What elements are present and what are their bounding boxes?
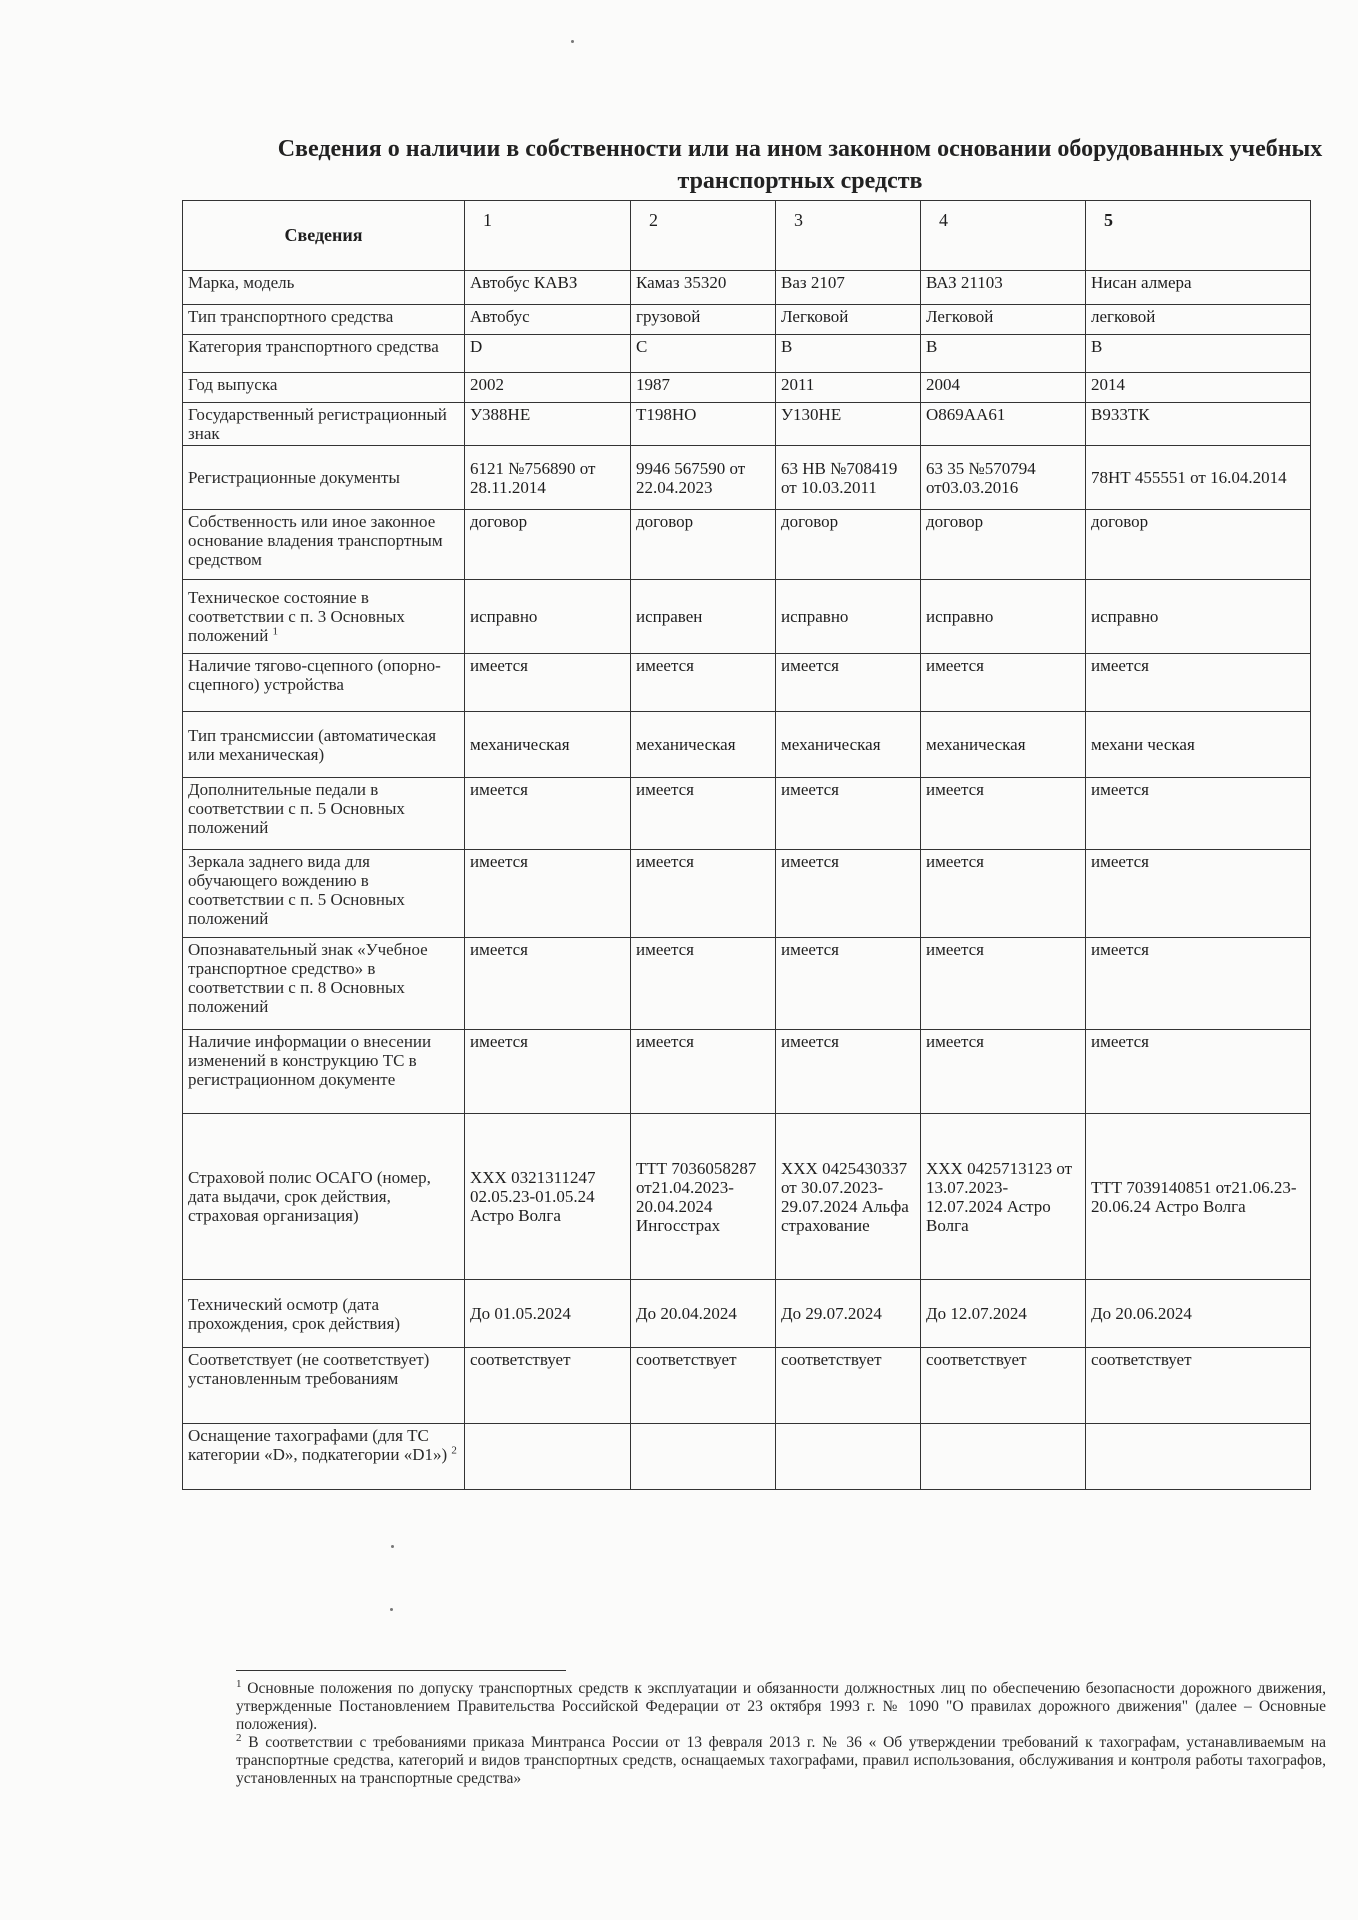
table-row: [183, 580, 1311, 654]
column-number: 5: [1086, 201, 1311, 271]
cell-value: 2014: [1086, 373, 1311, 403]
cell-value: B: [1086, 335, 1311, 373]
cell-value: Камаз 35320: [631, 271, 776, 305]
table-row: [183, 1114, 1311, 1280]
footnote: $^1$ Основные положения по допуску транспортных средств к эксплуатации и обязанности должностных лиц по обеспечению безопасности дорожного движения, утвержденные Постановлением Правительства Российской Федерации от 23 октября 1993 г. № 1090 "О правилах дорожного движения" (далее – Основные положения).: [236, 1677, 1326, 1733]
cell-value: ХХХ 0425713123 от 13.07.2023-12.07.2024 Астро Волга: [921, 1114, 1086, 1280]
row-label: Регистрационные документы: [183, 446, 465, 510]
scan-speck: [390, 1608, 393, 1611]
table-row: [183, 373, 1311, 403]
cell-value: [921, 1424, 1086, 1490]
cell-value: B: [921, 335, 1086, 373]
cell-value: исправен: [631, 580, 776, 654]
cell-value: имеется: [465, 654, 631, 712]
table-row: [183, 778, 1311, 850]
row-label: Дополнительные педали в соответствии с п. 5 Основных положений: [183, 778, 465, 850]
cell-value: соответствует: [921, 1348, 1086, 1424]
cell-value: 63 35 №570794 от03.03.2016: [921, 446, 1086, 510]
row-label: Опознавательный знак «Учебное транспортное средство» в соответствии с п. 8 Основных положений: [183, 938, 465, 1030]
cell-value: имеется: [1086, 654, 1311, 712]
column-number: 2: [631, 201, 776, 271]
row-label: Собственность или иное законное основание владения транспортным средством: [183, 510, 465, 580]
cell-value: До 12.07.2024: [921, 1280, 1086, 1348]
cell-value: До 20.06.2024: [1086, 1280, 1311, 1348]
row-label: Соответствует (не соответствует) установленным требованиям: [183, 1348, 465, 1424]
cell-value: [1086, 1424, 1311, 1490]
row-label: Категория транспортного средства: [183, 335, 465, 373]
table-row: [183, 1280, 1311, 1348]
cell-value: имеется: [921, 938, 1086, 1030]
cell-value: D: [465, 335, 631, 373]
row-label: Оснащение тахографами (для ТС категории «D», подкатегории «D1») $^2$: [183, 1424, 465, 1490]
cell-value: имеется: [465, 850, 631, 938]
column-number: 4: [921, 201, 1086, 271]
cell-value: соответствует: [465, 1348, 631, 1424]
cell-value: механическая: [631, 712, 776, 778]
table-row: [183, 446, 1311, 510]
cell-value: имеется: [921, 654, 1086, 712]
cell-value: грузовой: [631, 305, 776, 335]
cell-value: исправно: [921, 580, 1086, 654]
table-row: [183, 1424, 1311, 1490]
table-row: [183, 850, 1311, 938]
cell-value: имеется: [631, 778, 776, 850]
cell-value: ТТТ 7036058287 от21.04.2023-20.04.2024 Ингосстрах: [631, 1114, 776, 1280]
cell-value: исправно: [776, 580, 921, 654]
cell-value: ХХХ 0425430337 от 30.07.2023-29.07.2024 Альфа страхование: [776, 1114, 921, 1280]
cell-value: ВАЗ 21103: [921, 271, 1086, 305]
cell-value: имеется: [631, 1030, 776, 1114]
cell-value: До 01.05.2024: [465, 1280, 631, 1348]
cell-value: 1987: [631, 373, 776, 403]
cell-value: Легковой: [921, 305, 1086, 335]
table-row: [183, 938, 1311, 1030]
cell-value: ХХХ 0321311247 02.05.23-01.05.24 Астро Волга: [465, 1114, 631, 1280]
row-label: Марка, модель: [183, 271, 465, 305]
cell-value: В933ТК: [1086, 403, 1311, 446]
cell-value: имеется: [1086, 1030, 1311, 1114]
row-label: Технический осмотр (дата прохождения, срок действия): [183, 1280, 465, 1348]
cell-value: имеется: [1086, 778, 1311, 850]
cell-value: механическая: [921, 712, 1086, 778]
cell-value: Легковой: [776, 305, 921, 335]
cell-value: договор: [776, 510, 921, 580]
cell-value: легковой: [1086, 305, 1311, 335]
cell-value: Т198НО: [631, 403, 776, 446]
cell-value: B: [776, 335, 921, 373]
cell-value: договор: [465, 510, 631, 580]
cell-value: имеется: [631, 850, 776, 938]
cell-value: До 29.07.2024: [776, 1280, 921, 1348]
row-label: Наличие тягово-сцепного (опорно-сцепного) устройства: [183, 654, 465, 712]
cell-value: [776, 1424, 921, 1490]
row-label: Тип трансмиссии (автоматическая или механическая): [183, 712, 465, 778]
cell-value: исправно: [1086, 580, 1311, 654]
cell-value: исправно: [465, 580, 631, 654]
cell-value: О869АА61: [921, 403, 1086, 446]
cell-value: имеется: [776, 654, 921, 712]
row-label: Тип транспортного средства: [183, 305, 465, 335]
cell-value: 9946 567590 от 22.04.2023: [631, 446, 776, 510]
cell-value: имеется: [631, 654, 776, 712]
table-row: [183, 1348, 1311, 1424]
scan-speck: [391, 1545, 394, 1548]
header-label: Сведения: [183, 201, 465, 271]
cell-value: имеется: [776, 778, 921, 850]
cell-value: У130НЕ: [776, 403, 921, 446]
cell-value: имеется: [776, 938, 921, 1030]
cell-value: У388НЕ: [465, 403, 631, 446]
cell-value: имеется: [776, 1030, 921, 1114]
column-number: 3: [776, 201, 921, 271]
row-label: Государственный регистрационный знак: [183, 403, 465, 446]
cell-value: [631, 1424, 776, 1490]
cell-value: Автобус КАВЗ: [465, 271, 631, 305]
table-row: [183, 712, 1311, 778]
cell-value: имеется: [465, 778, 631, 850]
cell-value: имеется: [776, 850, 921, 938]
document-title: Сведения о наличии в собственности или на ином законном основании оборудованных учебных транспортных средств: [277, 136, 1323, 194]
cell-value: имеется: [465, 1030, 631, 1114]
cell-value: механическая: [776, 712, 921, 778]
cell-value: 78НТ 455551 от 16.04.2014: [1086, 446, 1311, 510]
cell-value: C: [631, 335, 776, 373]
cell-value: ТТТ 7039140851 от21.06.23-20.06.24 Астро Волга: [1086, 1114, 1311, 1280]
row-label: Год выпуска: [183, 373, 465, 403]
cell-value: имеется: [631, 938, 776, 1030]
cell-value: имеется: [921, 778, 1086, 850]
cell-value: 6121 №756890 от 28.11.2014: [465, 446, 631, 510]
table-row: [183, 271, 1311, 305]
column-number: 1: [465, 201, 631, 271]
cell-value: До 20.04.2024: [631, 1280, 776, 1348]
cell-value: имеется: [1086, 850, 1311, 938]
cell-value: соответствует: [776, 1348, 921, 1424]
cell-value: имеется: [921, 850, 1086, 938]
scan-speck: [571, 40, 574, 43]
footnotes: [236, 1677, 1326, 1788]
cell-value: 2004: [921, 373, 1086, 403]
table-row: [183, 654, 1311, 712]
table-row: [183, 403, 1311, 446]
footnote: $^2$ В соответствии с требованиями приказа Минтранса России от 13 февраля 2013 г. № 36 « Об утверждении требований к тахографам, устанавливаемым на транспортные средства, категорий и видов транспортных средств, оснащаемых тахографами, правил использования, обслуживания и контроля работы тахографов, установленных на транспортные средства»: [236, 1731, 1326, 1787]
cell-value: договор: [1086, 510, 1311, 580]
cell-value: 2002: [465, 373, 631, 403]
row-label: Техническое состояние в соответствии с п. 3 Основных положений $^1$: [183, 580, 465, 654]
row-label: Зеркала заднего вида для обучающего вождению в соответствии с п. 5 Основных положений: [183, 850, 465, 938]
cell-value: Автобус: [465, 305, 631, 335]
cell-value: имеется: [465, 938, 631, 1030]
cell-value: Ваз 2107: [776, 271, 921, 305]
table-row: [183, 335, 1311, 373]
table-row: [183, 305, 1311, 335]
cell-value: договор: [631, 510, 776, 580]
footnote-separator: [236, 1670, 566, 1671]
vehicle-table: [182, 200, 1311, 1490]
table-header-row: [183, 201, 1311, 271]
cell-value: механическая: [465, 712, 631, 778]
row-label: Страховой полис ОСАГО (номер, дата выдачи, срок действия, страховая организация): [183, 1114, 465, 1280]
cell-value: 2011: [776, 373, 921, 403]
cell-value: соответствует: [631, 1348, 776, 1424]
table-row: [183, 1030, 1311, 1114]
cell-value: соответствует: [1086, 1348, 1311, 1424]
table-row: [183, 510, 1311, 580]
cell-value: механи ческая: [1086, 712, 1311, 778]
cell-value: [465, 1424, 631, 1490]
cell-value: имеется: [1086, 938, 1311, 1030]
cell-value: договор: [921, 510, 1086, 580]
row-label: Наличие информации о внесении изменений в конструкцию ТС в регистрационном документе: [183, 1030, 465, 1114]
cell-value: Нисан алмера: [1086, 271, 1311, 305]
cell-value: 63 НВ №708419 от 10.03.2011: [776, 446, 921, 510]
cell-value: имеется: [921, 1030, 1086, 1114]
